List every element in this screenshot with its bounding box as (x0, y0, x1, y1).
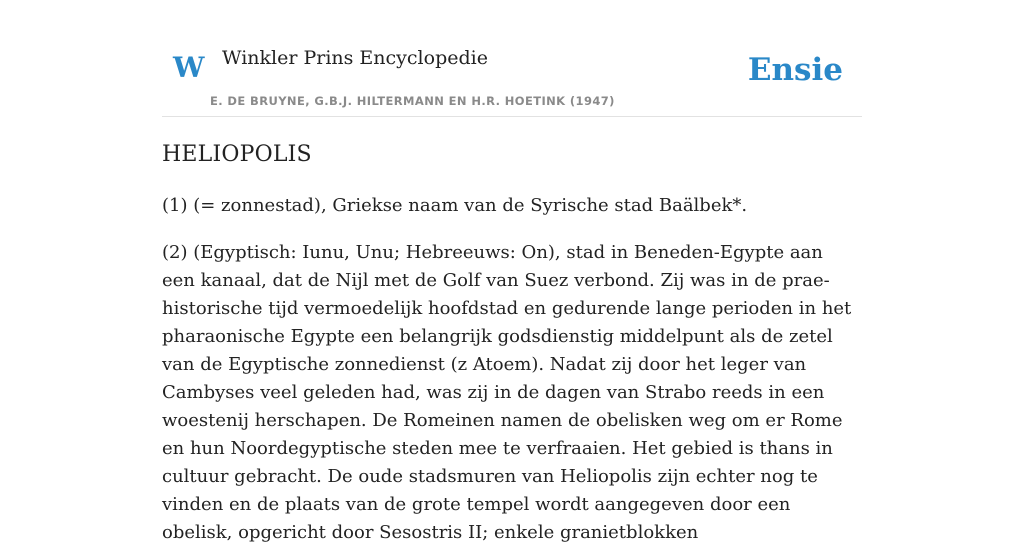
article-paragraph-2: (2) (Egyptisch: Iunu, Unu; Hebreeuws: On), stad in Beneden-Egypte aan een kanaal, dat de Nijl met de Golf van Suez verbond. Zij was in de prae-historische tijd vermoedelijk hoofdstad en gedurende lange perioden in het pharaonische Egypte een belangrijk godsdienstig middelpunt als de zetel van de Egyptische zonnedienst (z Atoem). Nadat zij door het leger van Cambyses veel geleden had, was zij in de dagen van Strabo reeds in een woestenij herschapen. De Romeinen namen de obelisken weg om er Rome en hun Noordegyptische steden mee te verfraaien. Het gebied is thans in cultuur gebracht. De oude stadsmuren van Heliopolis zijn echter nog te vinden en de plaats van de grote tempel wordt aangegeven door een obelisk, opgericht door Sesostris II; enkele granietblokken (162, 242, 852, 543)
article-body (162, 139, 852, 547)
source-logo[interactable]: W (173, 51, 205, 84)
ensie-logo-link[interactable]: Ensie (747, 52, 843, 88)
source-title-link[interactable]: Winkler Prins Encyclopedie (222, 47, 488, 69)
source-header (162, 0, 862, 117)
article-paragraph-1: (1) (= zonnestad), Griekse naam van de Syrische stad Baälbek*. (162, 195, 748, 216)
source-authors: E. DE BRUYNE, G.B.J. HILTERMANN EN H.R. HOETINK (1947) (210, 94, 615, 108)
article-title: HELIOPOLIS (162, 142, 312, 167)
